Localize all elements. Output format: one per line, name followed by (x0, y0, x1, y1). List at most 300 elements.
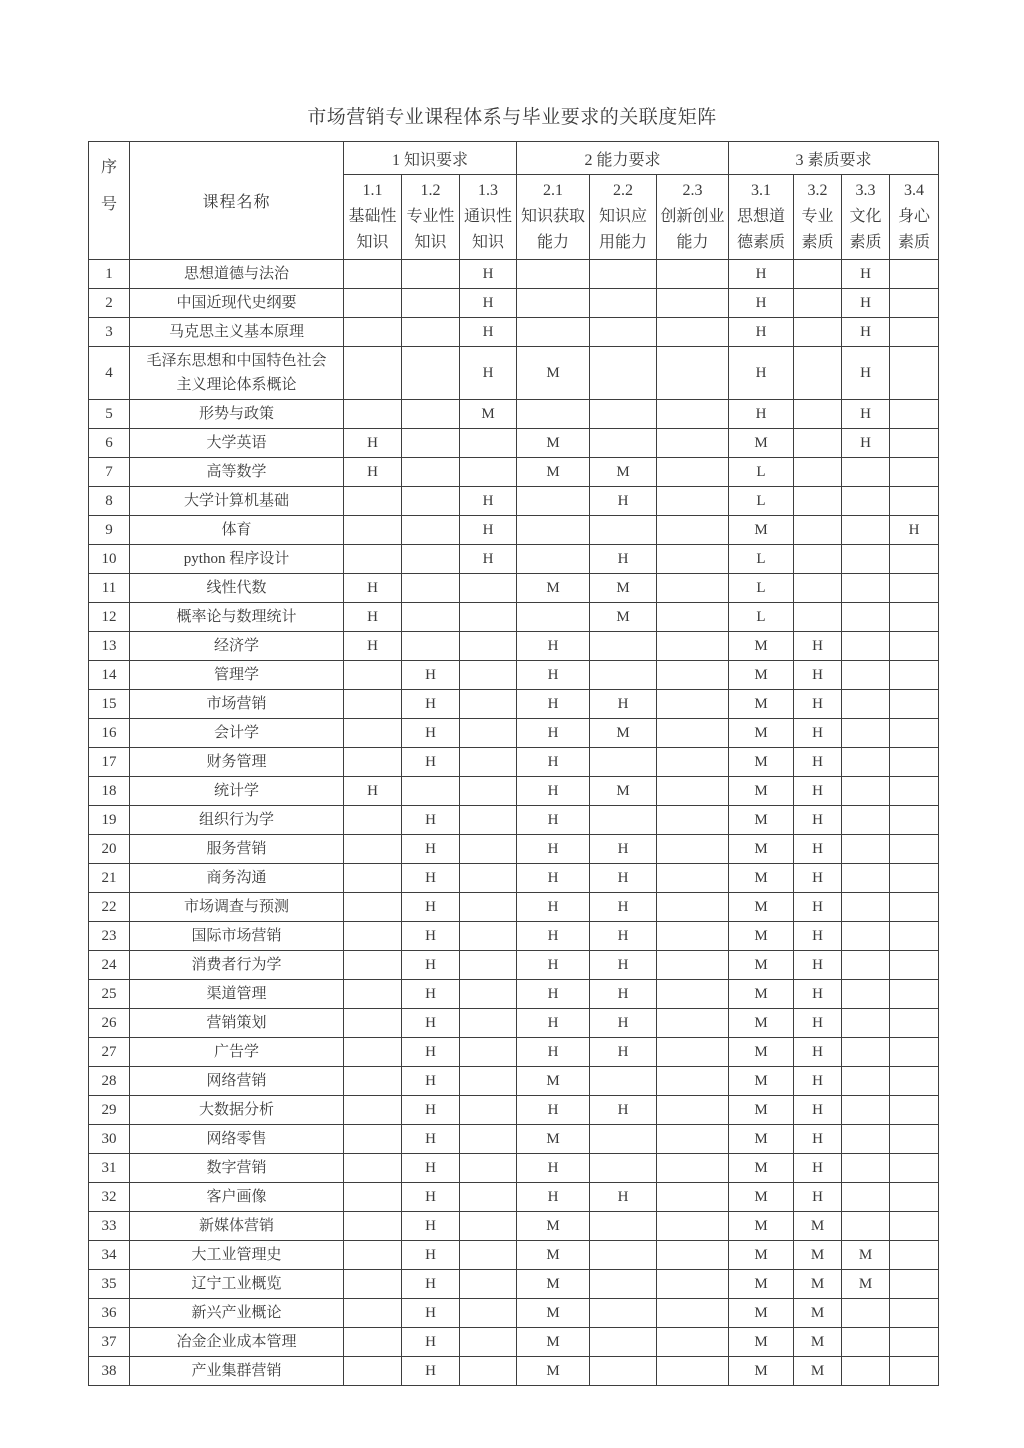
matrix-cell: H (517, 806, 590, 835)
matrix-cell (460, 748, 517, 777)
matrix-cell (842, 1038, 890, 1067)
matrix-cell (460, 1328, 517, 1357)
course-name-cell: 市场调查与预测 (130, 893, 344, 922)
matrix-cell: H (590, 835, 657, 864)
matrix-cell (890, 951, 939, 980)
matrix-cell: M (729, 1038, 794, 1067)
matrix-cell: H (402, 1212, 460, 1241)
matrix-cell (890, 1009, 939, 1038)
matrix-cell (344, 1067, 402, 1096)
matrix-cell: H (794, 632, 842, 661)
column-header-3.1 (729, 175, 794, 260)
matrix-cell (344, 545, 402, 574)
matrix-cell (842, 1357, 890, 1386)
matrix-cell (842, 1067, 890, 1096)
matrix-cell (344, 1038, 402, 1067)
matrix-cell (344, 1183, 402, 1212)
matrix-cell (890, 719, 939, 748)
matrix-cell: M (729, 806, 794, 835)
matrix-cell (344, 516, 402, 545)
matrix-cell (842, 690, 890, 719)
matrix-cell: M (590, 574, 657, 603)
table-row (89, 806, 939, 835)
row-index-cell: 34 (89, 1241, 130, 1270)
matrix-cell (344, 690, 402, 719)
matrix-cell (842, 922, 890, 951)
matrix-cell (657, 400, 729, 429)
matrix-cell: H (517, 632, 590, 661)
matrix-cell (460, 1299, 517, 1328)
column-header-1.1 (344, 175, 402, 260)
column-name: 知识应用能力 (598, 208, 647, 251)
matrix-cell: H (402, 864, 460, 893)
row-index-cell: 15 (89, 690, 130, 719)
matrix-cell (842, 806, 890, 835)
matrix-cell: M (729, 835, 794, 864)
matrix-cell: H (794, 835, 842, 864)
matrix-cell (460, 1154, 517, 1183)
matrix-cell: H (794, 1183, 842, 1212)
course-name-cell: 数字营销 (130, 1154, 344, 1183)
matrix-cell: H (344, 574, 402, 603)
matrix-cell (842, 458, 890, 487)
matrix-cell (590, 1241, 657, 1270)
matrix-cell: M (517, 1357, 590, 1386)
matrix-cell: L (729, 603, 794, 632)
course-name-cell: 形势与政策 (130, 400, 344, 429)
matrix-cell (890, 1183, 939, 1212)
matrix-cell (890, 260, 939, 289)
matrix-cell (890, 545, 939, 574)
matrix-cell (460, 458, 517, 487)
matrix-cell: H (590, 893, 657, 922)
matrix-cell (517, 516, 590, 545)
matrix-cell (657, 980, 729, 1009)
course-name-cell: 财务管理 (130, 748, 344, 777)
matrix-cell (842, 1212, 890, 1241)
matrix-cell (890, 347, 939, 400)
matrix-cell (657, 289, 729, 318)
course-name-cell: 市场营销 (130, 690, 344, 719)
group-header-2: 2 能力要求 (517, 142, 729, 175)
matrix-cell (890, 1154, 939, 1183)
table-row (89, 1067, 939, 1096)
table-row (89, 1328, 939, 1357)
matrix-cell: H (794, 1067, 842, 1096)
row-index-cell: 26 (89, 1009, 130, 1038)
course-name-cell: 大学英语 (130, 429, 344, 458)
matrix-cell: H (794, 893, 842, 922)
column-number: 3.2 (807, 182, 828, 199)
course-name-cell: 大数据分析 (130, 1096, 344, 1125)
matrix-cell (590, 516, 657, 545)
row-index-cell: 23 (89, 922, 130, 951)
matrix-cell: M (729, 951, 794, 980)
matrix-cell (590, 1328, 657, 1357)
course-name-cell: 广告学 (130, 1038, 344, 1067)
matrix-cell (590, 661, 657, 690)
matrix-cell (460, 690, 517, 719)
matrix-cell (657, 516, 729, 545)
matrix-cell (657, 661, 729, 690)
matrix-cell: M (729, 893, 794, 922)
row-index-cell: 14 (89, 661, 130, 690)
row-index-cell: 22 (89, 893, 130, 922)
matrix-cell (344, 1212, 402, 1241)
matrix-cell (517, 487, 590, 516)
header-course-cell: 课程名称 (130, 142, 344, 260)
matrix-cell: H (402, 690, 460, 719)
matrix-cell (590, 1067, 657, 1096)
column-name: 知识获取能力 (520, 208, 585, 251)
row-index-cell: 27 (89, 1038, 130, 1067)
table-row (89, 719, 939, 748)
matrix-cell (402, 289, 460, 318)
group-header-3: 3 素质要求 (729, 142, 939, 175)
matrix-cell: H (794, 1096, 842, 1125)
matrix-cell (794, 400, 842, 429)
row-index-cell: 38 (89, 1357, 130, 1386)
matrix-cell: M (729, 980, 794, 1009)
column-name: 专业素质 (801, 208, 834, 251)
matrix-cell (842, 1154, 890, 1183)
matrix-cell (402, 260, 460, 289)
column-number: 1.2 (420, 182, 441, 199)
matrix-cell: L (729, 574, 794, 603)
matrix-cell (842, 603, 890, 632)
matrix-cell: H (890, 516, 939, 545)
matrix-cell (657, 429, 729, 458)
row-index-cell: 10 (89, 545, 130, 574)
table-row (89, 318, 939, 347)
matrix-cell: M (729, 661, 794, 690)
matrix-cell (590, 1357, 657, 1386)
row-index-cell: 25 (89, 980, 130, 1009)
table-row (89, 545, 939, 574)
row-index-cell: 30 (89, 1125, 130, 1154)
matrix-cell: H (590, 1038, 657, 1067)
row-index-cell: 7 (89, 458, 130, 487)
matrix-cell: H (729, 318, 794, 347)
matrix-cell: H (842, 318, 890, 347)
column-header-1.2 (402, 175, 460, 260)
matrix-cell: H (517, 1154, 590, 1183)
matrix-cell (890, 835, 939, 864)
matrix-cell: H (517, 893, 590, 922)
matrix-cell: H (460, 487, 517, 516)
matrix-cell (460, 980, 517, 1009)
matrix-cell: H (517, 951, 590, 980)
matrix-cell: H (794, 980, 842, 1009)
table-row (89, 661, 939, 690)
column-header-1.3 (460, 175, 517, 260)
matrix-cell: H (794, 1125, 842, 1154)
matrix-cell (517, 318, 590, 347)
matrix-cell: H (402, 719, 460, 748)
matrix-cell (842, 516, 890, 545)
matrix-cell (890, 690, 939, 719)
matrix-cell (344, 400, 402, 429)
course-name-cell: 马克思主义基本原理 (130, 318, 344, 347)
matrix-cell (657, 806, 729, 835)
matrix-cell: M (517, 347, 590, 400)
matrix-cell (344, 951, 402, 980)
matrix-cell: H (590, 922, 657, 951)
matrix-cell (344, 835, 402, 864)
table-row (89, 487, 939, 516)
matrix-cell (890, 1299, 939, 1328)
matrix-cell: M (729, 1299, 794, 1328)
matrix-cell (344, 1096, 402, 1125)
matrix-cell (344, 1241, 402, 1270)
matrix-cell: M (794, 1328, 842, 1357)
table-row (89, 429, 939, 458)
table-row (89, 1154, 939, 1183)
matrix-cell (657, 893, 729, 922)
matrix-cell: H (794, 951, 842, 980)
page-title: 市场营销专业课程体系与毕业要求的关联度矩阵 (307, 107, 717, 128)
matrix-cell (890, 748, 939, 777)
matrix-cell (842, 1096, 890, 1125)
row-index-cell: 37 (89, 1328, 130, 1357)
matrix-cell: M (517, 458, 590, 487)
matrix-cell (657, 1067, 729, 1096)
matrix-cell: H (517, 748, 590, 777)
matrix-cell (460, 1270, 517, 1299)
matrix-cell: M (842, 1241, 890, 1270)
column-name: 身心素质 (898, 208, 931, 251)
matrix-cell: H (517, 980, 590, 1009)
course-name-cell: 网络零售 (130, 1125, 344, 1154)
matrix-cell: M (590, 458, 657, 487)
row-index-cell: 31 (89, 1154, 130, 1183)
matrix-cell (517, 545, 590, 574)
matrix-cell: H (402, 893, 460, 922)
matrix-cell: H (402, 661, 460, 690)
row-index-cell: 9 (89, 516, 130, 545)
matrix-cell: H (460, 260, 517, 289)
matrix-cell (890, 1038, 939, 1067)
matrix-cell: H (517, 1038, 590, 1067)
matrix-cell: M (794, 1241, 842, 1270)
matrix-cell: M (460, 400, 517, 429)
matrix-cell (590, 429, 657, 458)
matrix-cell (344, 922, 402, 951)
matrix-cell (402, 400, 460, 429)
matrix-cell (657, 260, 729, 289)
matrix-cell: H (344, 777, 402, 806)
matrix-cell (657, 951, 729, 980)
matrix-cell (657, 864, 729, 893)
matrix-cell: H (402, 922, 460, 951)
matrix-cell (590, 1125, 657, 1154)
matrix-cell (590, 318, 657, 347)
matrix-cell: M (729, 1212, 794, 1241)
matrix-cell (657, 1328, 729, 1357)
matrix-cell: H (402, 748, 460, 777)
matrix-cell (344, 893, 402, 922)
matrix-cell: H (344, 603, 402, 632)
matrix-cell (344, 661, 402, 690)
matrix-cell: H (590, 1096, 657, 1125)
matrix-cell: H (402, 1299, 460, 1328)
matrix-cell (794, 289, 842, 318)
matrix-cell (460, 893, 517, 922)
matrix-cell (890, 429, 939, 458)
matrix-cell: H (517, 922, 590, 951)
row-index-cell: 12 (89, 603, 130, 632)
column-name: 文化素质 (849, 208, 882, 251)
table-row (89, 516, 939, 545)
matrix-cell: H (794, 719, 842, 748)
course-name-cell: 网络营销 (130, 1067, 344, 1096)
matrix-cell: M (794, 1357, 842, 1386)
matrix-cell (657, 1038, 729, 1067)
row-index-cell: 1 (89, 260, 130, 289)
matrix-cell (344, 347, 402, 400)
matrix-cell: M (729, 516, 794, 545)
matrix-cell: M (590, 719, 657, 748)
matrix-cell: H (402, 1067, 460, 1096)
matrix-cell (657, 922, 729, 951)
matrix-cell: H (517, 1009, 590, 1038)
matrix-cell: H (729, 400, 794, 429)
matrix-cell (890, 893, 939, 922)
matrix-cell (460, 951, 517, 980)
matrix-cell: H (794, 661, 842, 690)
matrix-cell: M (517, 429, 590, 458)
course-name-cell: 商务沟通 (130, 864, 344, 893)
matrix-cell: L (729, 458, 794, 487)
matrix-cell (460, 719, 517, 748)
row-index-cell: 3 (89, 318, 130, 347)
matrix-cell: M (729, 1241, 794, 1270)
matrix-cell: M (729, 1067, 794, 1096)
matrix-cell: H (402, 951, 460, 980)
matrix-cell (402, 632, 460, 661)
matrix-cell (657, 1154, 729, 1183)
matrix-cell: H (460, 289, 517, 318)
matrix-cell (890, 1357, 939, 1386)
table-row (89, 632, 939, 661)
matrix-cell (517, 400, 590, 429)
matrix-cell (794, 458, 842, 487)
matrix-cell: M (794, 1299, 842, 1328)
matrix-cell (344, 806, 402, 835)
table-row (89, 1299, 939, 1328)
matrix-cell: M (729, 1009, 794, 1038)
matrix-cell: H (590, 864, 657, 893)
row-index-cell: 2 (89, 289, 130, 318)
row-index-cell: 11 (89, 574, 130, 603)
matrix-cell: M (729, 632, 794, 661)
table-row (89, 347, 939, 400)
table-row (89, 1357, 939, 1386)
matrix-cell (657, 835, 729, 864)
matrix-cell: H (344, 632, 402, 661)
matrix-cell (657, 1183, 729, 1212)
matrix-cell (890, 661, 939, 690)
course-name-cell: 冶金企业成本管理 (130, 1328, 344, 1357)
matrix-cell (842, 893, 890, 922)
row-index-cell: 32 (89, 1183, 130, 1212)
matrix-cell: H (794, 777, 842, 806)
matrix-cell (842, 1183, 890, 1212)
matrix-cell (344, 1357, 402, 1386)
matrix-cell (794, 545, 842, 574)
matrix-cell (842, 719, 890, 748)
matrix-cell (344, 260, 402, 289)
matrix-cell (890, 632, 939, 661)
matrix-cell: M (729, 1357, 794, 1386)
matrix-cell: H (794, 922, 842, 951)
table-row (89, 1183, 939, 1212)
table-row (89, 893, 939, 922)
matrix-cell: H (590, 951, 657, 980)
row-index-cell: 13 (89, 632, 130, 661)
matrix-cell (590, 289, 657, 318)
matrix-cell (890, 458, 939, 487)
row-index-cell: 36 (89, 1299, 130, 1328)
matrix-cell: H (842, 289, 890, 318)
matrix-cell: H (842, 429, 890, 458)
matrix-cell (402, 516, 460, 545)
matrix-cell (657, 603, 729, 632)
column-header-3.4 (890, 175, 939, 260)
matrix-cell (890, 1096, 939, 1125)
matrix-cell (842, 574, 890, 603)
course-name-cell: 组织行为学 (130, 806, 344, 835)
row-index-cell: 6 (89, 429, 130, 458)
row-index-cell: 18 (89, 777, 130, 806)
table-row (89, 1125, 939, 1154)
matrix-cell: H (794, 864, 842, 893)
matrix-cell: H (729, 260, 794, 289)
matrix-cell (890, 1125, 939, 1154)
matrix-cell (890, 603, 939, 632)
matrix-cell (657, 632, 729, 661)
course-name-cell: 国际市场营销 (130, 922, 344, 951)
matrix-cell: H (729, 289, 794, 318)
matrix-cell (890, 289, 939, 318)
matrix-cell (460, 429, 517, 458)
matrix-cell (460, 1067, 517, 1096)
column-number: 2.1 (543, 182, 563, 199)
matrix-cell (842, 951, 890, 980)
matrix-cell: H (590, 1183, 657, 1212)
matrix-cell: H (460, 545, 517, 574)
matrix-cell: H (794, 690, 842, 719)
matrix-cell (590, 400, 657, 429)
matrix-cell (460, 1241, 517, 1270)
course-name-cell: 营销策划 (130, 1009, 344, 1038)
row-index-cell: 8 (89, 487, 130, 516)
matrix-cell: M (517, 1299, 590, 1328)
table-row (89, 951, 939, 980)
matrix-cell (842, 864, 890, 893)
matrix-cell (657, 690, 729, 719)
matrix-cell: M (729, 748, 794, 777)
course-name-cell: 辽宁工业概览 (130, 1270, 344, 1299)
matrix-cell (517, 289, 590, 318)
matrix-cell (344, 487, 402, 516)
matrix-cell (460, 1212, 517, 1241)
matrix-cell (402, 545, 460, 574)
course-name-cell: 毛泽东思想和中国特色社会主义理论体系概论 (130, 347, 344, 400)
matrix-cell: H (842, 260, 890, 289)
column-header-2.1 (517, 175, 590, 260)
matrix-cell: H (517, 690, 590, 719)
